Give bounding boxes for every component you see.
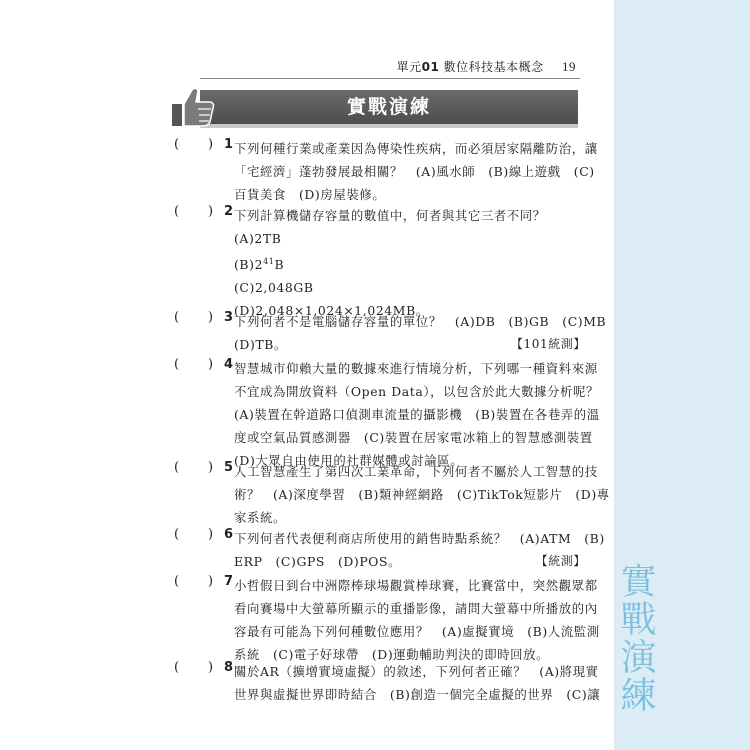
question-text [234,460,610,529]
question-number: 1 [224,137,234,152]
question-number: 8 [224,660,234,675]
question-line: 不宜成為開放資料（Open Data），以包含於此大數據分析呢？ [234,384,600,399]
question-line: 系統 (C)電子好球帶 (D)運動輔助判決的即時回放。 [234,647,550,662]
answer-paren-right: ) [208,137,214,152]
question-line: 容最有可能為下列何種數位應用？ (A)虛擬實境 (B)人流監測 [234,624,600,639]
question-number: 4 [224,357,234,372]
option-a: (A)2TB [234,231,282,246]
question-text [234,310,607,356]
question-text [234,527,605,573]
question-text [234,204,586,322]
question-text [234,357,600,472]
page-header [397,58,576,75]
question-line: 人工智慧產生了第四次工業革命，下列何者不屬於人工智慧的技 [234,464,598,479]
answer-paren-left: ( [174,660,180,675]
question-text [234,574,600,666]
question-text [234,660,601,706]
question-line: 百貨美食 (D)房屋裝修。 [234,187,386,202]
question-text [234,137,598,206]
question-line: 下列何者代表便利商店所使用的銷售時點系統？ (A)ATM (B) [234,531,605,546]
exam-source-tag: 【統測】 [535,554,586,568]
question-number: 7 [224,574,234,589]
option-d: (D)2,048×1,024×1,024MB。 [234,303,429,319]
unit-title: 數位科技基本概念 [443,60,544,74]
side-tab-label: 實戰演練 [615,562,656,714]
question-line: 家系統。 [234,510,286,525]
answer-paren-right: ) [208,357,214,372]
section-banner [200,90,578,124]
answer-paren-left: ( [174,357,180,372]
question-line: 世界與虛擬世界即時結合 (B)創造一個完全虛擬的世界 (C)讓 [234,687,601,702]
question-line: 術？ (A)深度學習 (B)類神經網路 (C)TikTok短影片 (D)專 [234,487,610,502]
question-line: 下列何者不是電腦儲存容量的單位？ (A)DB (B)GB (C)MB [234,314,607,329]
question-number: 2 [224,204,234,219]
answer-paren-left: ( [174,310,180,325]
question-number: 3 [224,310,234,325]
answer-paren-left: ( [174,527,180,542]
unit-number: 01 [421,60,440,74]
option-c: (C)2,048GB [234,280,314,296]
thumbs-up-icon [170,84,216,130]
option-b-exponent: 41 [263,257,275,266]
question-line: 度或空氣品質感測器 (C)裝置在居家電冰箱上的智慧感測裝置 [234,430,593,445]
question-line: ERP (C)GPS (D)POS。 【統測】 [234,550,586,573]
question-line: (D)大眾自由使用的社群媒體或討論區。 [234,453,464,468]
banner-stripe [200,124,578,128]
question-line: 智慧城市仰賴大量的數據來進行情境分析，下列哪一種資料來源 [234,361,598,376]
answer-paren-left: ( [174,137,180,152]
question-line: 下列計算機儲存容量的數值中，何者與其它三者不同？ [234,208,546,223]
question-number: 6 [224,527,234,542]
question-line: 關於AR（擴增實境虛擬）的敘述，下列何者正確？ (A)將現實 [234,664,599,679]
question-line: 「宅經濟」蓬勃發展最相關？ (A)風水師 (B)線上遊戲 (C) [234,164,595,179]
answer-paren-right: ) [208,204,214,219]
answer-paren-right: ) [208,460,214,475]
header-rule [200,78,580,79]
answer-paren-right: ) [208,574,214,589]
answer-paren-left: ( [174,460,180,475]
question-line: (D)TB。 【101統測】 [234,333,586,356]
page-number: 19 [562,59,576,74]
answer-paren-left: ( [174,574,180,589]
answer-paren-right: ) [208,527,214,542]
question-line: 下列何種行業或產業因為傳染性疾病，而必須居家隔離防治，讓 [234,141,598,156]
option-b: $(B)2^{41}B$ [234,257,285,273]
answer-paren-right: ) [208,660,214,675]
section-title: 實戰演練 [346,96,431,118]
question-line: 小哲假日到台中洲際棒球場觀賞棒球賽，比賽當中，突然觀眾都 [234,578,598,593]
question-line: (A)裝置在幹道路口偵測車流量的攝影機 (B)裝置在各巷弄的溫 [234,407,600,422]
answer-paren-left: ( [174,204,180,219]
question-number: 5 [224,460,234,475]
unit-prefix: 單元 [396,60,422,74]
answer-paren-right: ) [208,310,214,325]
exam-source-tag: 【101統測】 [510,337,586,351]
question-line: 看向賽場中大螢幕所顯示的重播影像，請問大螢幕中所播放的內 [234,601,598,616]
